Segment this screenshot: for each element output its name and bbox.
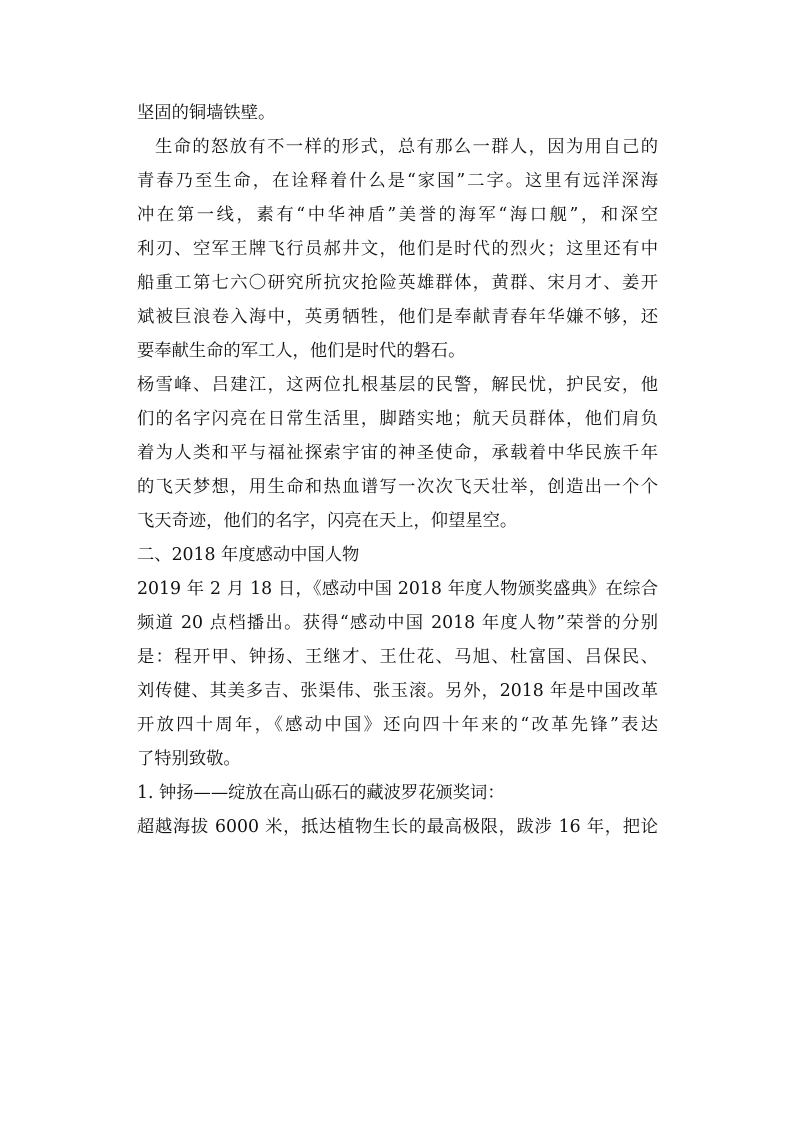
text-line: 冲在第一线，素有“中华神盾”美誉的海军“海口舰”，和深空 [137,205,658,225]
subsection-heading: 1. 钟扬——绽放在高山砾石的藏波罗花颁奖词： [137,783,505,803]
text-line: 要奉献生命的军工人，他们是时代的磐石。 [137,341,466,361]
text-line: 们的名字闪亮在日常生活里，脚踏实地；航天员群体，他们肩负 [137,409,658,429]
text-line: 坚固的铜墙铁壁。 [137,103,276,123]
text-line: 刘传健、其美多吉、张渠伟、张玉滚。另外，2018 年是中国改革 [137,681,658,701]
text-line: 频道 20 点档播出。获得“感动中国 2018 年度人物”荣誉的分别 [137,613,658,633]
document-body [137,96,658,844]
text-line: 了特别致敬。 [137,749,241,769]
text-line: 超越海拔 6000 米，抵达植物生长的最高极限，跋涉 16 年，把论 [137,817,658,837]
text-line: 2019 年 2 月 18 日，《感动中国 2018 年度人物颁奖盛典》在综合 [137,579,658,599]
text-line: 杨雪峰、吕建江，这两位扎根基层的民警，解民忧，护民安，他 [137,375,658,395]
text-line: 是：程开甲、钟扬、王继才、王仕花、马旭、杜富国、吕保民、 [137,647,658,667]
text-line: 着为人类和平与福祉探索宇宙的神圣使命，承载着中华民族千年 [137,443,658,463]
text-line: 船重工第七六〇研究所抗灾抢险英雄群体，黄群、宋月才、姜开 [137,273,658,293]
text-line: 生命的怒放有不一样的形式，总有那么一群人，因为用自己的 [155,137,658,157]
text-line: 斌被巨浪卷入海中，英勇牺牲，他们是奉献青春年华嫌不够，还 [137,307,658,327]
text-line: 利刃、空军王牌飞行员郝井文，他们是时代的烈火；这里还有中 [137,239,658,259]
text-line: 的飞天梦想，用生命和热血谱写一次次飞天壮举，创造出一个个 [137,477,658,497]
text-line: 飞天奇迹，他们的名字，闪亮在天上，仰望星空。 [137,511,518,531]
text-line: 开放四十周年，《感动中国》还向四十年来的“改革先锋”表达 [137,715,658,735]
section-heading: 二、2018 年度感动中国人物 [137,545,360,565]
text-line: 青春乃至生命，在诠释着什么是“家国”二字。这里有远洋深海 [137,171,658,191]
